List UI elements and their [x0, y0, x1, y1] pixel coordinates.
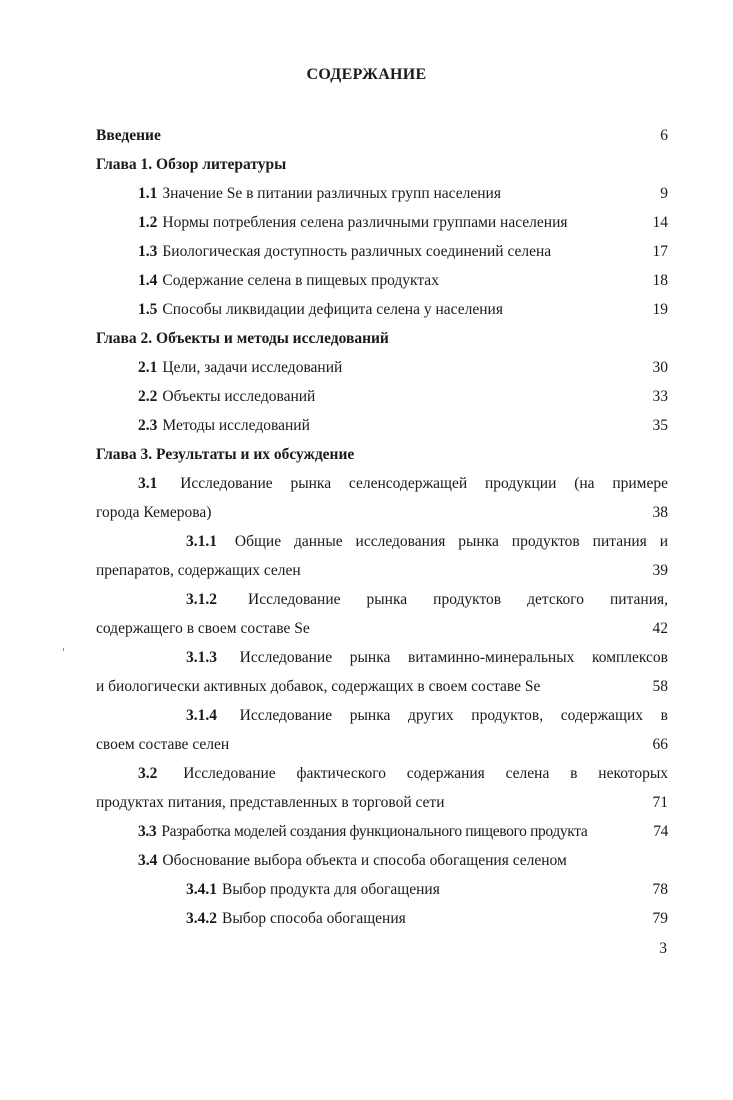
toc-section-number: 3.4.1: [186, 881, 217, 898]
toc-entry: [96, 846, 668, 875]
toc-chapter-2: [96, 324, 668, 353]
toc-section-number: 3.1.3: [186, 649, 217, 666]
toc-section-title-continued: содержащего в своем составе Se: [96, 620, 310, 637]
toc-entry: [96, 875, 668, 904]
toc-entry-line: [96, 585, 668, 614]
toc-section-number: 2.1: [138, 359, 158, 376]
toc-entry: [96, 295, 668, 324]
toc-section-title: Способы ликвидации дефицита селена у населения: [162, 301, 503, 318]
toc-page-number: 18: [652, 272, 668, 289]
toc-entry: [96, 237, 668, 266]
page-number: 3: [659, 940, 667, 957]
toc-section-title: Исследование рынка витаминно-минеральных комплексов: [239, 649, 668, 666]
toc-section-number: 1.5: [138, 301, 158, 318]
toc-entry: [96, 411, 668, 440]
toc-section-title-continued: города Кемерова): [96, 504, 212, 521]
toc-entry-line: [96, 730, 668, 759]
toc-section-title: Исследование рынка других продуктов, содержащих в: [239, 707, 668, 724]
toc-page-number: 14: [652, 214, 668, 231]
toc-chapter-3: [96, 440, 668, 469]
toc-chapter-1: [96, 150, 668, 179]
toc-page-number: 39: [652, 562, 668, 579]
toc-entry-multiline: [96, 585, 668, 643]
toc-page-number: 30: [652, 359, 668, 376]
toc-page-number: 35: [652, 417, 668, 434]
toc-entry-line: [96, 527, 668, 556]
toc-entry-multiline: [96, 527, 668, 585]
toc-entry: [96, 382, 668, 411]
toc-section-number: 1.1: [138, 185, 158, 202]
toc-section-title-continued: продуктах питания, представленных в торговой сети: [96, 794, 445, 811]
toc-chapter-label: Глава 2. Объекты и методы исследований: [96, 330, 389, 347]
toc-entry-line: [96, 643, 668, 672]
toc-entry-line: [96, 469, 668, 498]
toc-page-number: 17: [652, 243, 668, 260]
toc-page-number: 42: [652, 620, 668, 637]
toc-entry: [96, 208, 668, 237]
toc-section-title: Исследование рынка продуктов детского питания,: [248, 591, 668, 608]
toc-entry: [96, 353, 668, 382]
toc-entry-multiline: [96, 701, 668, 759]
toc-page-number: 66: [652, 736, 668, 753]
toc-page-number: 6: [660, 127, 668, 144]
toc-page-number: 9: [660, 185, 668, 202]
page-title: СОДЕРЖАНИЕ: [306, 66, 427, 83]
toc-entry: [96, 179, 668, 208]
toc-page-number: 19: [652, 301, 668, 318]
toc-page-number: 78: [652, 881, 668, 898]
toc-entry: [96, 266, 668, 295]
scan-mark: [63, 648, 64, 651]
toc-section-number: 3.1: [138, 475, 158, 492]
toc-page-number: 79: [652, 910, 668, 927]
toc-section-title: Цели, задачи исследований: [162, 359, 343, 376]
toc-section-number: 3.1.1: [186, 533, 217, 550]
toc-section-title-continued: и биологически активных добавок, содержащих в своем составе Se: [96, 678, 541, 695]
toc-chapter-label: Глава 3. Результаты и их обсуждение: [96, 446, 355, 463]
toc-section-number: 3.4: [138, 852, 158, 869]
toc-chapter-label: Глава 1. Обзор литературы: [96, 156, 287, 173]
toc-section-number: 2.3: [138, 417, 158, 434]
toc-section-title-continued: препаратов, содержащих селен: [96, 562, 301, 579]
toc-entry: [96, 817, 668, 846]
toc-section-number: 3.1.4: [186, 707, 217, 724]
toc-section-number: 3.4.2: [186, 910, 217, 927]
toc-entry-line: [96, 614, 668, 643]
toc-section-title: Исследование фактического содержания селена в некоторых: [183, 765, 668, 782]
toc-section-title: Значение Se в питании различных групп населения: [162, 185, 501, 202]
toc-section-number: 3.2: [138, 765, 158, 782]
toc-section-number: 1.2: [138, 214, 158, 231]
toc-entry-label: Введение: [96, 127, 161, 144]
toc-entry-line: [96, 759, 668, 788]
toc-section-title: Объекты исследований: [162, 388, 316, 405]
toc-section-title: Нормы потребления селена различными группами населения: [162, 214, 568, 231]
toc-entry-line: [96, 701, 668, 730]
table-of-contents: [96, 121, 668, 933]
toc-section-title: Выбор способа обогащения: [222, 910, 406, 927]
toc-entry-line: [96, 498, 668, 527]
toc-section-title: Общие данные исследования рынка продуктов питания и: [234, 533, 668, 550]
toc-section-number: 3.3: [138, 823, 157, 840]
toc-page-number: 58: [652, 678, 668, 695]
toc-entry-line: [96, 672, 668, 701]
toc-entry: [96, 904, 668, 933]
toc-page-number: 74: [653, 823, 668, 840]
toc-section-number: 1.4: [138, 272, 158, 289]
toc-section-title: Биологическая доступность различных соединений селена: [162, 243, 552, 260]
toc-entry-multiline: [96, 759, 668, 817]
toc-page-number: 71: [652, 794, 668, 811]
toc-section-title: Выбор продукта для обогащения: [222, 881, 440, 898]
toc-entry-multiline: [96, 643, 668, 701]
toc-section-title: Методы исследований: [162, 417, 310, 434]
toc-section-title: Исследование рынка селенсодержащей продукции (на примере: [180, 475, 668, 492]
toc-section-number: 1.3: [138, 243, 158, 260]
toc-entry-line: [96, 788, 668, 817]
toc-section-number: 3.1.2: [186, 591, 217, 608]
toc-page-number: 33: [652, 388, 668, 405]
toc-section-title: Обоснование выбора объекта и способа обогащения селеном: [162, 852, 567, 869]
toc-section-title: Разработка моделей создания функционального пищевого продукта: [161, 823, 588, 840]
toc-entry-introduction: [96, 121, 668, 150]
toc-entry-line: [96, 556, 668, 585]
toc-entry-multiline: [96, 469, 668, 527]
toc-section-title-continued: своем составе селен: [96, 736, 230, 753]
toc-page-number: 38: [652, 504, 668, 521]
toc-section-title: Содержание селена в пищевых продуктах: [162, 272, 439, 289]
toc-section-number: 2.2: [138, 388, 158, 405]
